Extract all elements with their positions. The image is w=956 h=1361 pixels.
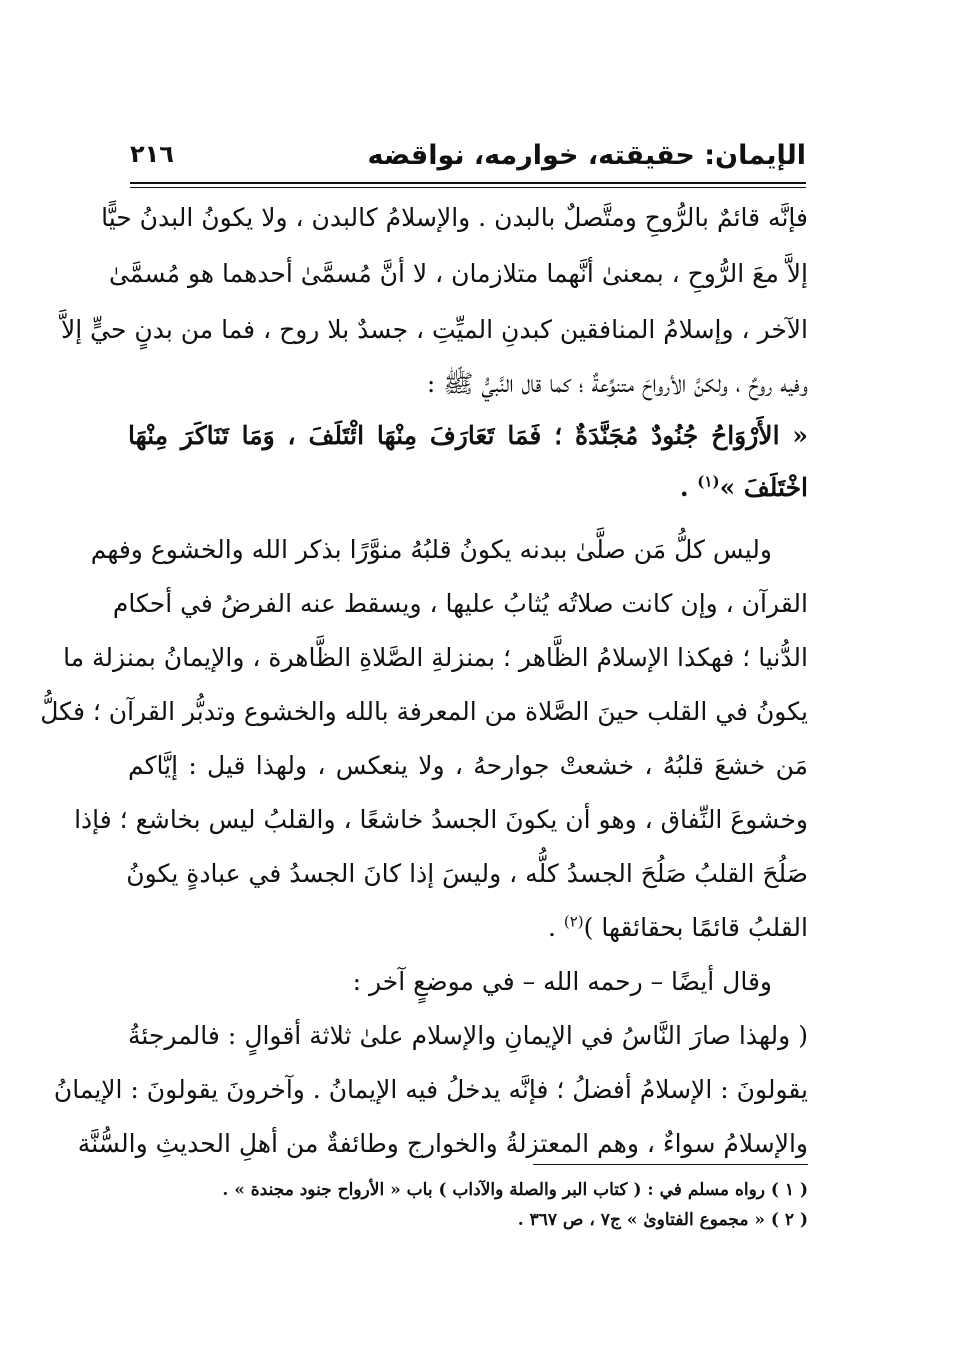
text-line: وقال أيضًا – رحمه الله – في موضعٍ آخر : [352, 967, 772, 996]
footnote-1: ( ١ ) رواه مسلم في : ( كتاب البر والصلة والآداب ) باب « الأرواح جنود مجندة » . [222, 1180, 808, 1200]
text-line: صَلُحَ القلبُ صَلُحَ الجسدُ كلُّه ، وليسَ إذا كانَ الجسدُ في عبادةٍ يكونُ [126, 859, 808, 888]
text-line: وخشوعَ النِّفاق ، وهو أن يكونَ الجسدُ خاشعًا ، والقلبُ ليس بخاشع ؛ فإذا [74, 805, 808, 834]
text-line: والإسلامُ سواءٌ ، وهم المعتزلةُ والخوارج وطائفةٌ من أهلِ الحديثِ والسُّنَّة [77, 1129, 808, 1158]
text-line: يكونُ في القلب حينَ الصَّلاة من المعرفة بالله والخشوع وتدبُّر القرآن ؛ فكلُّ [40, 697, 808, 726]
text-line: وفيه روحٌ ، ولكنَّ الأرواحَ متنوِّعةٌ ؛ كما قال النَّبيُّ ﷺ : [426, 369, 808, 398]
text-line: فإنَّه قائمٌ بالرُّوحِ ومتَّصلٌ بالبدن . والإسلامُ كالبدن ، ولا يكونُ البدنُ حيًّا [101, 203, 808, 232]
text-line: القرآن ، وإن كانت صلاتُه يُثابُ عليها ، ويسقط عنه الفرضُ في أحكام [112, 589, 808, 618]
page-number: ٢١٦ [130, 140, 174, 168]
page-header [130, 138, 806, 180]
running-title: الإيمان: حقيقته، خوارمه، نواقضه [367, 140, 806, 171]
text-line: الدُّنيا ؛ فهكذا الإسلامُ الظَّاهر ؛ بمنزلةِ الصَّلاةِ الظَّاهرة ، والإيمانُ بمنزلة ما [63, 643, 808, 672]
text-line: القلبُ قائمًا بحقائقها )$^{(٢)}$ . [547, 912, 808, 942]
text-line: مَن خشعَ قلبُهُ ، خشعتْ جوارحهُ ، ولا ينعكس ، ولهذا قيل : إيَّاكم [128, 751, 808, 780]
footnote-divider [533, 1164, 808, 1165]
header-divider [130, 182, 806, 188]
text-line: إلاَّ معَ الرُّوحِ ، بمعنىٰ أنَّهما متلازمان ، لا أنَّ مُسمَّىٰ أحدهما هو مُسمَّىٰ [109, 259, 808, 288]
footnote-ref-1: (١) [697, 472, 720, 491]
text-line-end: القلبُ قائمًا بحقائقها ) [583, 913, 808, 942]
text-line: ( ولهذا صارَ النَّاسُ في الإيمانِ والإسلام علىٰ ثلاثة أقوالٍ : فالمرجئةُ [128, 1021, 808, 1050]
hadith-line-text: اخْتَلَفَ » [719, 473, 808, 502]
text-line: وليس كلُّ مَن صلَّىٰ ببدنه يكونُ قلبُهُ منوَّرًا بذكر الله والخشوع وفهم [90, 535, 772, 564]
text-line: يقولونَ : الإسلامُ أفضلُ ؛ فإنَّه يدخلُ فيه الإيمانُ . وآخرونَ يقولونَ : الإيمانُ [53, 1075, 808, 1104]
text-line: الآخر ، وإسلامُ المنافقين كبدنِ الميِّتِ ، جسدٌ بلا روح ، فما من بدنٍ حيٍّ إلاَّ [60, 315, 808, 344]
hadith-line: « الأَرْوَاحُ جُنُودٌ مُجَنَّدَةٌ ؛ فَمَا تَعَارَفَ مِنْهَا ائْتَلَفَ ، وَمَا تَنَاكَرَ مِنْهَا [128, 421, 808, 450]
footnote-2: ( ٢ ) « مجموع الفتاوىٰ » ج٧ ، ص ٣٦٧ . [517, 1210, 808, 1230]
hadith-line: اخْتَلَفَ »$^{(١)}$ . [679, 472, 808, 502]
footnote-ref-2: (٢) [563, 912, 584, 931]
